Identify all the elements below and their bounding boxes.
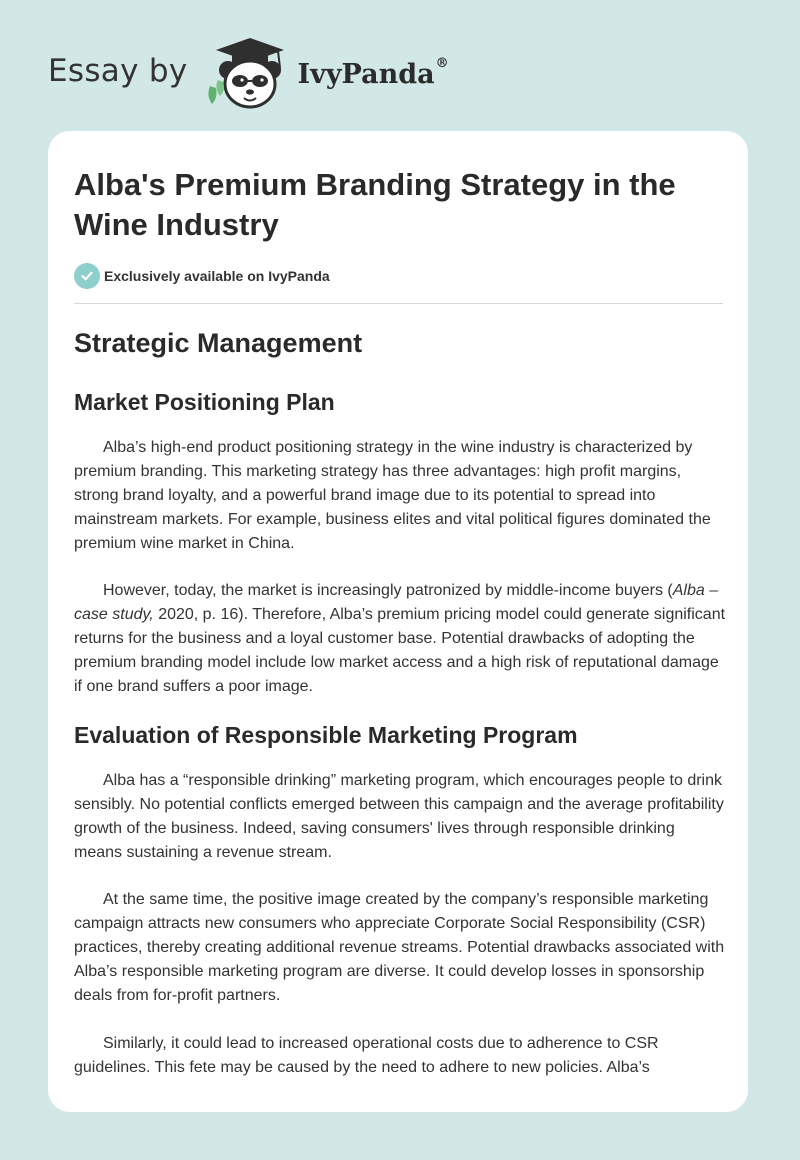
paragraph-responsible-marketing-3: Similarly, it could lead to increased operational costs due to adherence to CSR guidelines. This fete may be caused by the need to adhere to new policies. Alba’s — [74, 1035, 659, 1076]
registered-mark: ® — [435, 55, 449, 71]
paragraph-text: 2020, p. 16). Therefore, Alba’s premium pricing model could generate significant returns for the business and a loyal customer base. Potential drawbacks of adopting the premium branding model include low market access and a high risk of reputational damage if one brand suffers a poor image. — [74, 606, 726, 695]
essay-by-label: Essay by — [48, 52, 188, 89]
exclusive-badge-label: Exclusively available on IvyPanda — [104, 268, 330, 284]
section-title: Strategic Management — [74, 328, 363, 358]
brand-header — [48, 36, 449, 110]
paragraph-text: However, today, the market is increasingly patronized by middle-income buyers ( — [103, 582, 673, 599]
brand-name[interactable] — [297, 55, 449, 90]
brand-name-text[interactable]: IvyPanda — [297, 58, 435, 90]
essay-title: Alba's Premium Branding Strategy in the Wine Industry — [74, 167, 676, 242]
citation-title: Alba – case study, — [74, 582, 719, 623]
paragraph-market-positioning-2 — [74, 579, 726, 699]
panda-graduate-icon[interactable] — [204, 36, 296, 110]
title-divider — [74, 303, 723, 304]
subsection-heading-responsible-marketing: Evaluation of Responsible Marketing Program — [74, 722, 578, 748]
paragraph-responsible-marketing-2: At the same time, the positive image created by the company’s responsible marketing campaign attracts new consumers who appreciate Corporate Social Responsibility (CSR) practices, thereby creating additional revenue streams. Potential drawbacks associated with Alba’s responsible marketing program are diverse. It could develop losses in sponsorship deals from for-profit partners. — [74, 891, 725, 1004]
check-circle-icon — [74, 263, 100, 289]
exclusive-badge — [74, 263, 330, 289]
essay-card — [48, 131, 748, 1112]
subsection-heading-market-positioning: Market Positioning Plan — [74, 389, 335, 415]
paragraph-market-positioning-1: Alba’s high-end product positioning strategy in the wine industry is characterized by premium branding. This marketing strategy has three advantages: high profit margins, strong brand loyalty, and a powerful brand image due to its potential to spread into mainstream markets. For example, business elites and vital political figures dominated the premium wine market in China. — [74, 439, 711, 552]
paragraph-responsible-marketing-1: Alba has a “responsible drinking” marketing program, which encourages people to drink sensibly. No potential conflicts emerged between this campaign and the average profitability growth of the business. Indeed, saving consumers' lives through responsible drinking means sustaining a revenue stream. — [74, 772, 724, 861]
